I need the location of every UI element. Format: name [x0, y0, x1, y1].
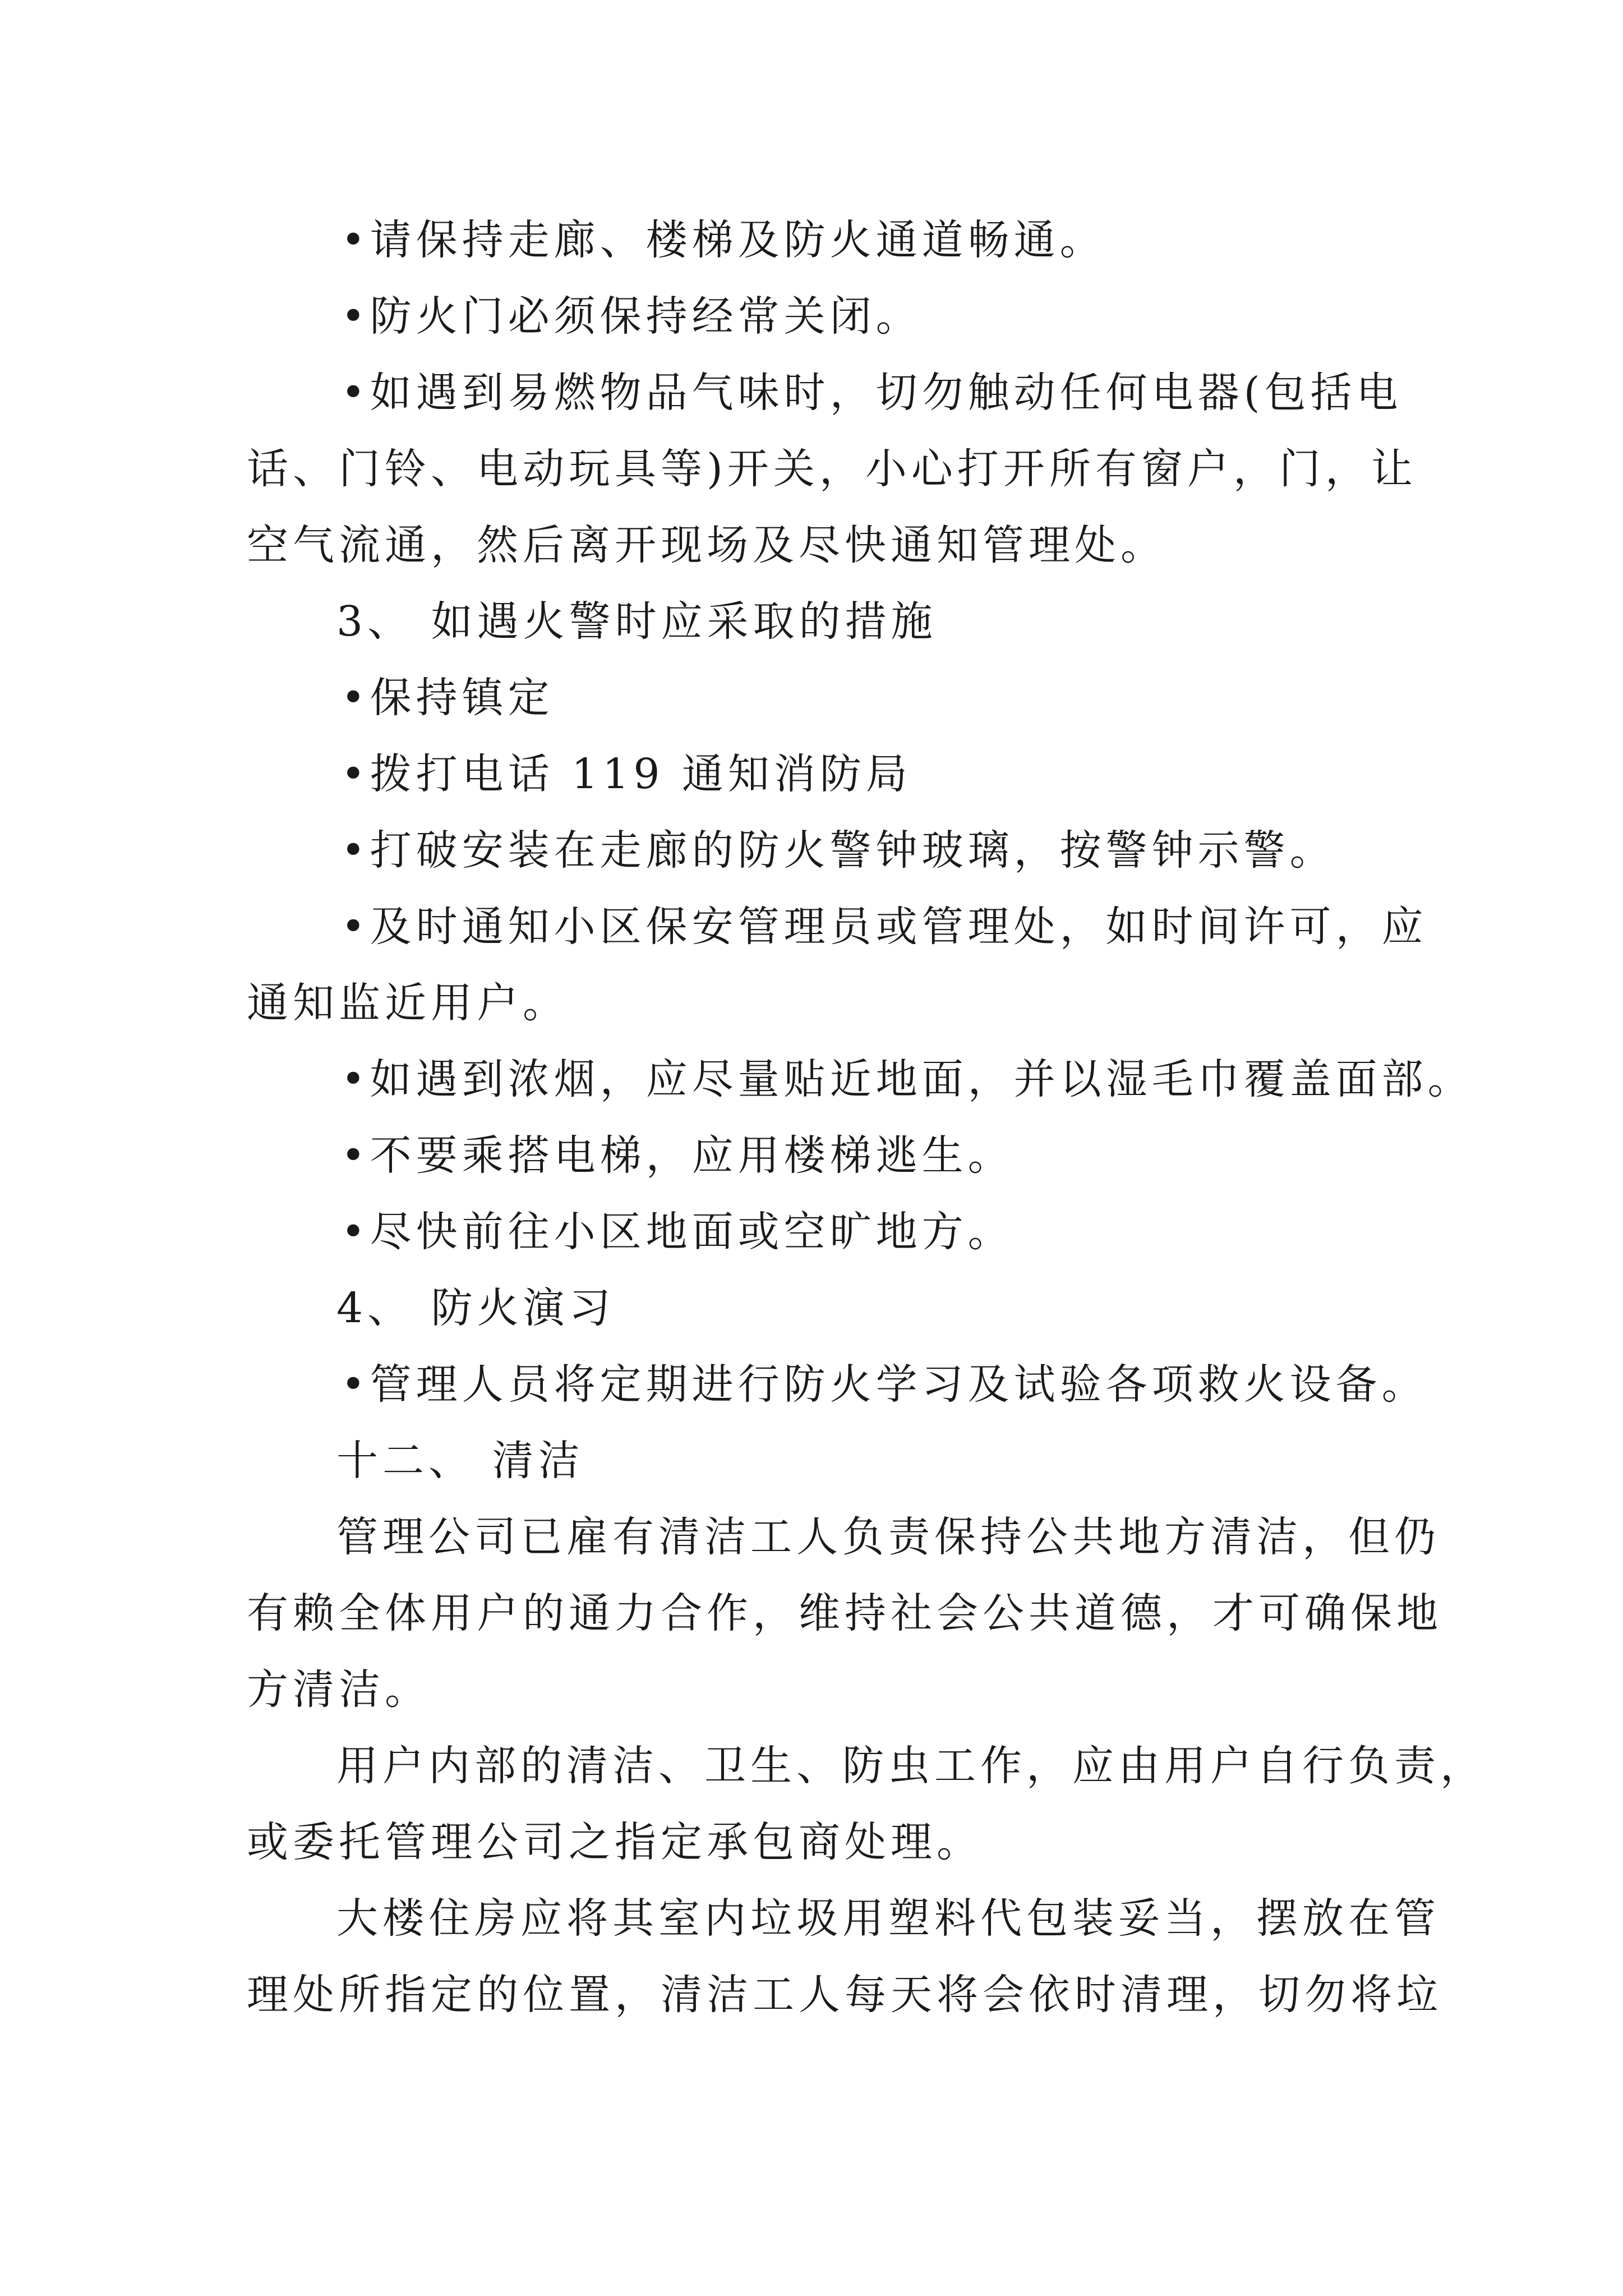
bullet-notify-security-cont: 通知监近用户。	[247, 979, 569, 1027]
section-heading-fire-drill: 4、 防火演习	[336, 1284, 615, 1332]
para-cleaning-1-line-3: 方清洁。	[247, 1665, 431, 1714]
bullet-flammable-smell: •如遇到易燃物品气味时，切勿触动任何电器(包括电	[341, 369, 1403, 417]
bullet-no-elevator: •不要乘搭电梯，应用楼梯逃生。	[341, 1131, 1014, 1180]
para-cleaning-1-line-2: 有赖全体用户的通力合作，维持社会公共道德，才可确保地	[247, 1589, 1442, 1637]
para-cleaning-3-line-2: 理处所指定的位置，清洁工人每天将会依时清理，切勿将垃	[247, 1971, 1442, 2019]
bullet-thick-smoke: •如遇到浓烟，应尽量贴近地面，并以湿毛巾覆盖面部。	[341, 1055, 1474, 1103]
bullet-go-open-area: •尽快前往小区地面或空旷地方。	[341, 1208, 1014, 1256]
bullet-flammable-smell-cont-2: 空气流通，然后离开现场及尽快通知管理处。	[247, 521, 1166, 569]
bullet-keep-corridors-clear: •请保持走廊、楼梯及防火通道畅通。	[341, 216, 1106, 264]
section-heading-fire-measures: 3、 如遇火警时应采取的措施	[336, 597, 937, 646]
para-cleaning-1-line-1: 管理公司已雇有清洁工人负责保持公共地方清洁，但仍	[336, 1513, 1440, 1561]
bullet-fire-doors-closed: •防火门必须保持经常关闭。	[341, 292, 922, 341]
section-heading-cleaning: 十二、 清洁	[336, 1437, 584, 1485]
bullet-notify-security: •及时通知小区保安管理员或管理处，如时间许可，应	[341, 903, 1428, 951]
bullet-break-alarm-glass: •打破安装在走廊的防火警钟玻璃，按警钟示警。	[341, 826, 1336, 875]
document-body	[247, 202, 1486, 2033]
bullet-regular-drills: •管理人员将定期进行防火学习及试验各项救火设备。	[341, 1360, 1428, 1409]
para-cleaning-2-line-2: 或委托管理公司之指定承包商处理。	[247, 1818, 983, 1866]
bullet-call-119: •拨打电话 119 通知消防局	[341, 750, 912, 798]
para-cleaning-2-line-1: 用户内部的清洁、卫生、防虫工作，应由用户自行负责，	[336, 1742, 1486, 1790]
bullet-flammable-smell-cont-1: 话、门铃、电动玩具等)开关，小心打开所有窗户，门，让	[247, 445, 1417, 493]
para-cleaning-3-line-1: 大楼住房应将其室内垃圾用塑料代包装妥当，摆放在管	[336, 1894, 1440, 1943]
bullet-stay-calm: •保持镇定	[341, 674, 554, 722]
